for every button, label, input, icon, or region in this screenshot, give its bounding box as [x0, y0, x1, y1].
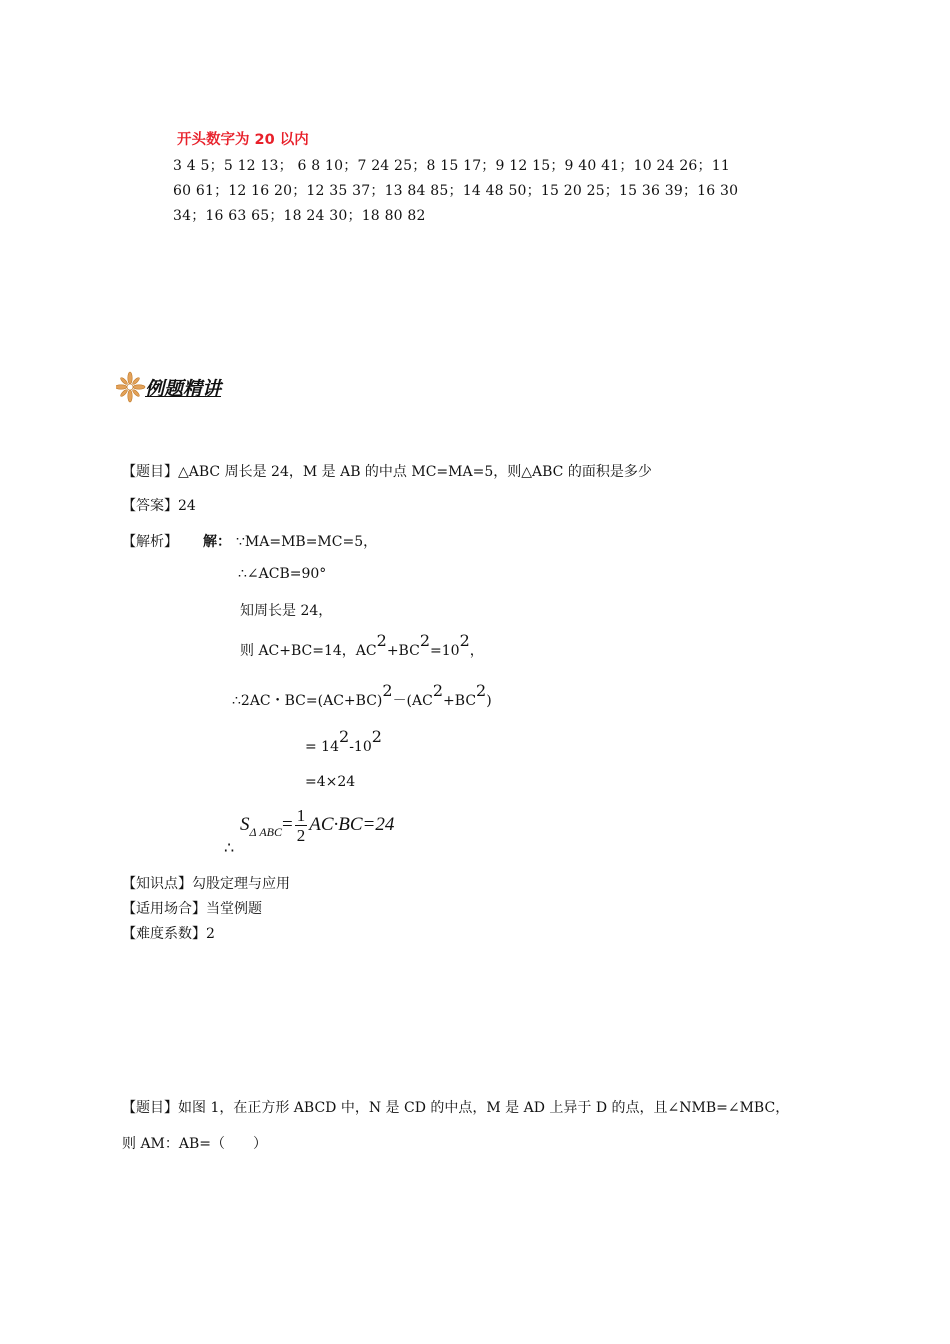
- exponent: 2: [419, 631, 431, 651]
- solve-label: 解：: [203, 534, 231, 550]
- solution-step: =4×24: [305, 774, 356, 790]
- solution-step: [232, 681, 492, 710]
- difficulty: 【难度系数】2: [122, 926, 215, 942]
- step-text: -10: [349, 739, 372, 755]
- solution-step: [240, 631, 484, 660]
- solution-step: 知周长是 24，: [240, 603, 333, 619]
- exponent: 2: [376, 631, 387, 651]
- fraction: [295, 806, 308, 845]
- formula-rest: AC·BC=24: [309, 813, 395, 835]
- question-2-cont: 则 AM：AB=（ ）: [122, 1136, 268, 1152]
- step-text: ，: [469, 643, 484, 659]
- section-title: 例题精讲: [145, 378, 222, 400]
- triples-line: 3 4 5；5 12 13； 6 8 10；7 24 25；8 15 17；9 12 15；9 40 41；10 24 26；11: [173, 158, 730, 174]
- analysis-label: 【解析】: [122, 534, 178, 550]
- step-text: －(AC: [392, 693, 433, 709]
- step-text: =10: [430, 643, 460, 659]
- fraction-numerator: 1: [296, 806, 306, 825]
- step-text: +BC: [443, 693, 477, 709]
- therefore-symbol: ∴: [224, 838, 235, 857]
- exponent: 2: [382, 681, 393, 701]
- exponent: 2: [476, 681, 487, 701]
- exponent: 2: [459, 631, 470, 651]
- triples-heading: 开头数字为 20 以内: [177, 132, 309, 148]
- exponent: 2: [371, 727, 382, 747]
- step-text: ∴2AC・BC=(AC+BC): [232, 693, 383, 709]
- formula-symbol: S: [240, 813, 250, 835]
- formula-subscript: Δ ABC: [249, 824, 282, 839]
- applicable-occasion: 【适用场合】当堂例题: [122, 901, 262, 917]
- solution-step: [305, 727, 382, 755]
- question-2: 【题目】如图 1，在正方形 ABCD 中，N 是 CD 的中点，M 是 AD 上异于 D 的点，且∠NMB=∠MBC，: [122, 1100, 790, 1116]
- formula-equals: =: [282, 813, 293, 835]
- area-formula: [240, 806, 394, 845]
- step-text: ): [486, 693, 492, 709]
- knowledge-point: 【知识点】勾股定理与应用: [122, 876, 290, 892]
- fraction-denominator: 2: [296, 826, 306, 845]
- triples-line: 34；16 63 65；18 24 30；18 80 82: [173, 208, 426, 224]
- answer-1: 【答案】24: [122, 498, 196, 514]
- exponent: 2: [432, 681, 444, 701]
- step-text: +BC: [386, 643, 420, 659]
- step-text: 则 AC+BC=14，AC: [240, 643, 377, 659]
- section-header: [116, 370, 146, 404]
- question-1: 【题目】△ABC 周长是 24，M 是 AB 的中点 MC=MA=5，则△ABC 的面积是多少: [122, 464, 652, 480]
- triples-line: 60 61；12 16 20；12 35 37；13 84 85；14 48 50；15 20 25；15 36 39；16 30: [173, 183, 739, 199]
- step-text: = 14: [305, 739, 339, 755]
- sparkle-flower-icon: [116, 370, 146, 404]
- solution-step: ∵MA=MB=MC=5，: [236, 534, 378, 550]
- exponent: 2: [339, 727, 350, 747]
- solution-step: ∴∠ACB=90°: [238, 566, 327, 582]
